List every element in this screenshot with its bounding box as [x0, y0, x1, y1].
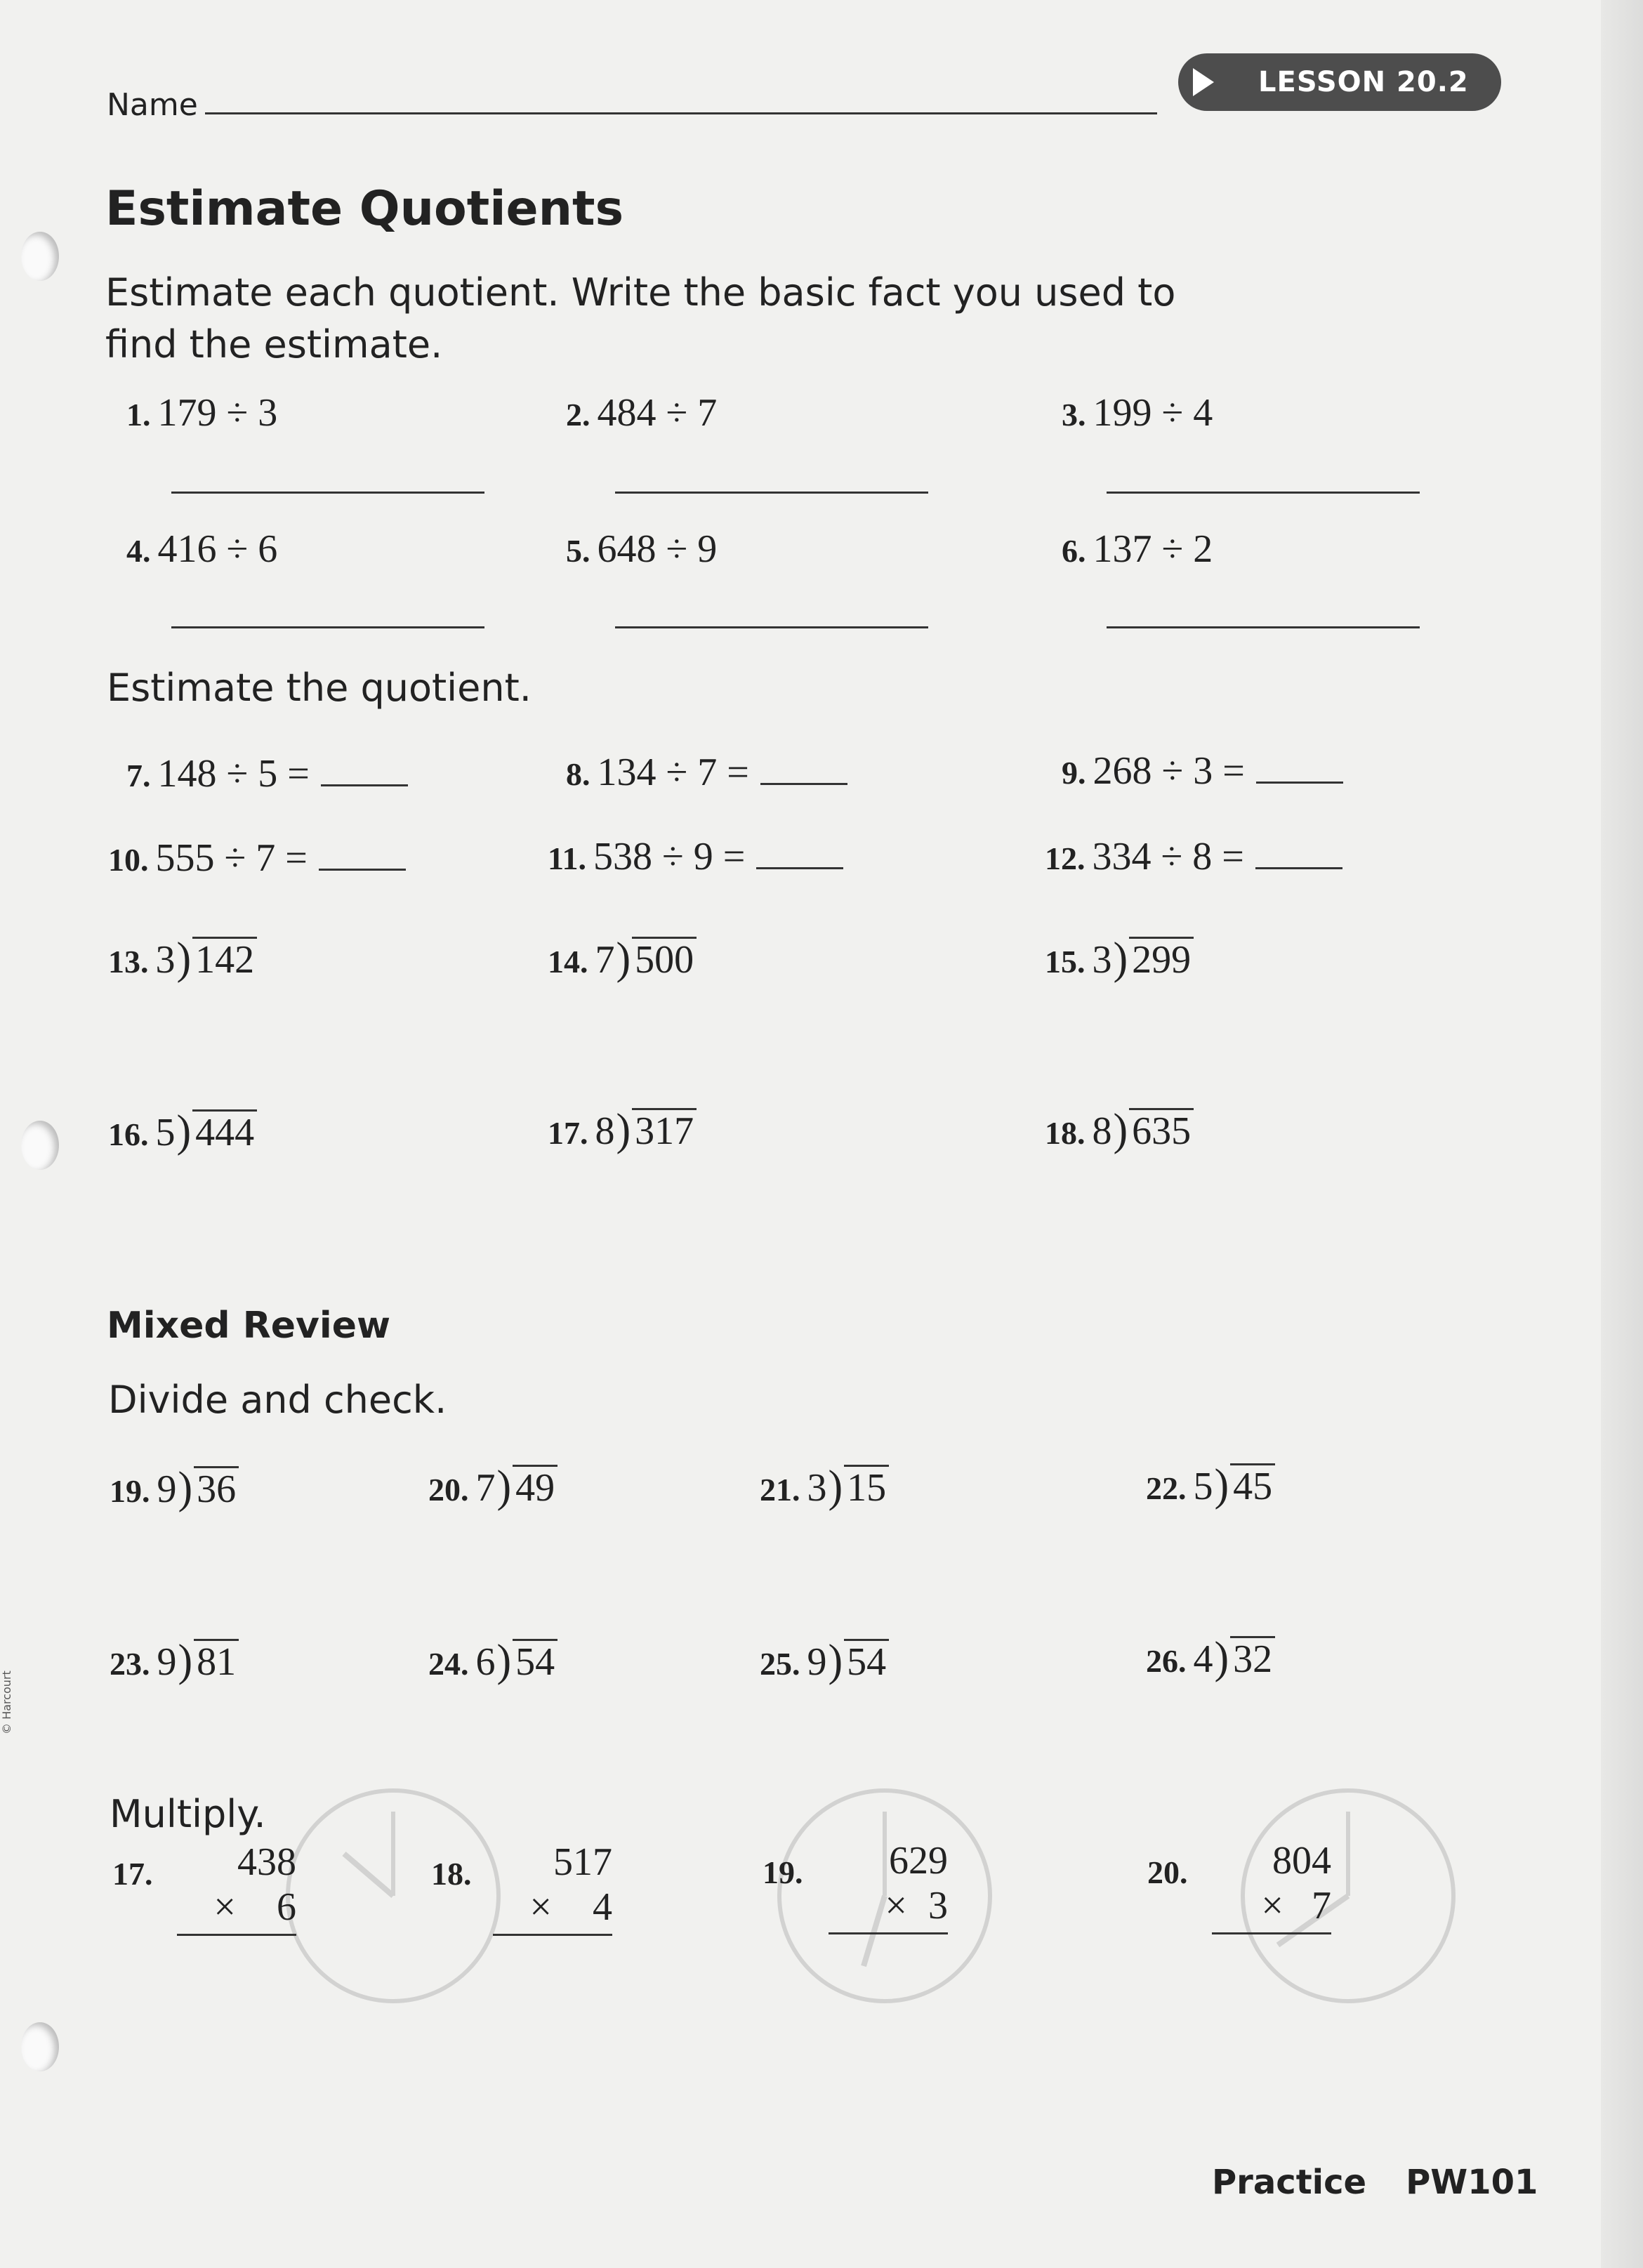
section-heading: Estimate the quotient.	[107, 666, 532, 710]
answer-line[interactable]	[171, 626, 484, 628]
long-division: 8) 317	[595, 1105, 697, 1155]
problem-19: 19. 9) 36	[110, 1463, 239, 1513]
problem-16: 16. 5) 444	[108, 1107, 257, 1156]
page-edge	[1601, 0, 1643, 2268]
long-division: 5) 45	[1194, 1461, 1276, 1510]
long-division: 9) 81	[157, 1636, 239, 1686]
answer-blank[interactable]	[321, 756, 408, 786]
problem-20: 20. 7) 49	[428, 1462, 557, 1512]
multiplication: 629 × 3	[829, 1838, 948, 1934]
problem-25: 25. 9) 54	[760, 1636, 889, 1686]
play-triangle-icon	[1178, 53, 1229, 111]
answer-line[interactable]	[171, 492, 484, 494]
problem-24: 24. 6) 54	[428, 1636, 557, 1686]
problem-10: 10. 555 ÷ 7 =	[108, 836, 406, 881]
multiplication: 804 × 7	[1212, 1838, 1331, 1934]
problem-21: 21. 3) 15	[760, 1462, 889, 1512]
page-footer: Practice PW101	[1212, 2163, 1538, 2202]
problem-14: 14. 7) 500	[548, 934, 697, 984]
answer-line[interactable]	[1107, 492, 1420, 494]
page-title: Estimate Quotients	[105, 181, 624, 237]
problem-22: 22. 5) 45	[1146, 1461, 1275, 1510]
answer-blank[interactable]	[1256, 753, 1343, 784]
problem-23: 23. 9) 81	[110, 1636, 239, 1686]
binder-hole	[21, 232, 59, 281]
answer-line[interactable]	[615, 492, 928, 494]
binder-hole	[21, 1121, 59, 1170]
long-division: 4) 32	[1194, 1633, 1276, 1683]
problem-5: 5. 648 ÷ 9	[566, 527, 718, 571]
multiply-problem-17: 17.	[112, 1856, 153, 1892]
product-line	[493, 1934, 612, 1936]
instructions: Estimate each quotient. Write the basic fact you used to find the estimate.	[105, 270, 1176, 367]
problem-11: 11. 538 ÷ 9 =	[548, 834, 843, 879]
answer-blank[interactable]	[319, 840, 406, 871]
multiplication: 517 × 4	[493, 1840, 612, 1936]
problem-12: 12. 334 ÷ 8 =	[1045, 834, 1342, 879]
long-division: 5) 444	[156, 1107, 258, 1156]
name-label: Name	[107, 87, 198, 123]
lesson-label: LESSON 20.2	[1258, 66, 1469, 98]
problem-9: 9. 268 ÷ 3 =	[1062, 749, 1343, 793]
problem-13: 13. 3) 142	[108, 934, 257, 984]
multiply-problem-20: 20.	[1147, 1854, 1188, 1890]
problem-8: 8. 134 ÷ 7 =	[566, 750, 847, 795]
long-division: 6) 54	[476, 1636, 558, 1686]
long-division: 7) 500	[595, 934, 697, 984]
problem-6: 6. 137 ÷ 2	[1062, 527, 1213, 571]
lesson-badge	[1178, 53, 1501, 111]
multiply-problem-19: 19.	[763, 1854, 803, 1890]
long-division: 8) 635	[1093, 1105, 1194, 1155]
mixed-review-heading: Mixed Review	[107, 1305, 391, 1347]
multiply-problem-18: 18.	[431, 1856, 472, 1892]
long-division: 3) 142	[156, 934, 258, 984]
long-division: 3) 299	[1093, 934, 1194, 984]
binder-hole	[21, 2022, 59, 2071]
copyright-notice: © Harcourt	[0, 1670, 13, 1734]
problem-4: 4. 416 ÷ 6	[126, 527, 278, 571]
problem-18: 18. 8) 635	[1045, 1105, 1194, 1155]
multiplication: 438 × 6	[177, 1840, 296, 1936]
name-field-line[interactable]	[205, 112, 1157, 114]
long-division: 3) 15	[807, 1462, 890, 1512]
problem-7: 7. 148 ÷ 5 =	[126, 751, 408, 796]
long-division: 9) 54	[807, 1636, 890, 1686]
answer-blank[interactable]	[1255, 839, 1342, 869]
ghost-clock-icon	[281, 1784, 506, 2008]
product-line	[1212, 1932, 1331, 1934]
problem-17: 17. 8) 317	[548, 1105, 697, 1155]
answer-blank[interactable]	[756, 839, 843, 869]
problem-15: 15. 3) 299	[1045, 934, 1194, 984]
long-division: 7) 49	[476, 1462, 558, 1512]
answer-line[interactable]	[615, 626, 928, 628]
problem-3: 3. 199 ÷ 4	[1062, 391, 1213, 435]
long-division: 9) 36	[157, 1463, 239, 1513]
problem-2: 2. 484 ÷ 7	[566, 391, 718, 435]
multiply-heading: Multiply.	[110, 1792, 266, 1836]
product-line	[177, 1934, 296, 1936]
product-line	[829, 1932, 948, 1934]
problem-1: 1. 179 ÷ 3	[126, 391, 278, 435]
divide-heading: Divide and check.	[108, 1378, 447, 1422]
answer-blank[interactable]	[760, 755, 847, 785]
answer-line[interactable]	[1107, 626, 1420, 628]
problem-26: 26. 4) 32	[1146, 1633, 1275, 1683]
